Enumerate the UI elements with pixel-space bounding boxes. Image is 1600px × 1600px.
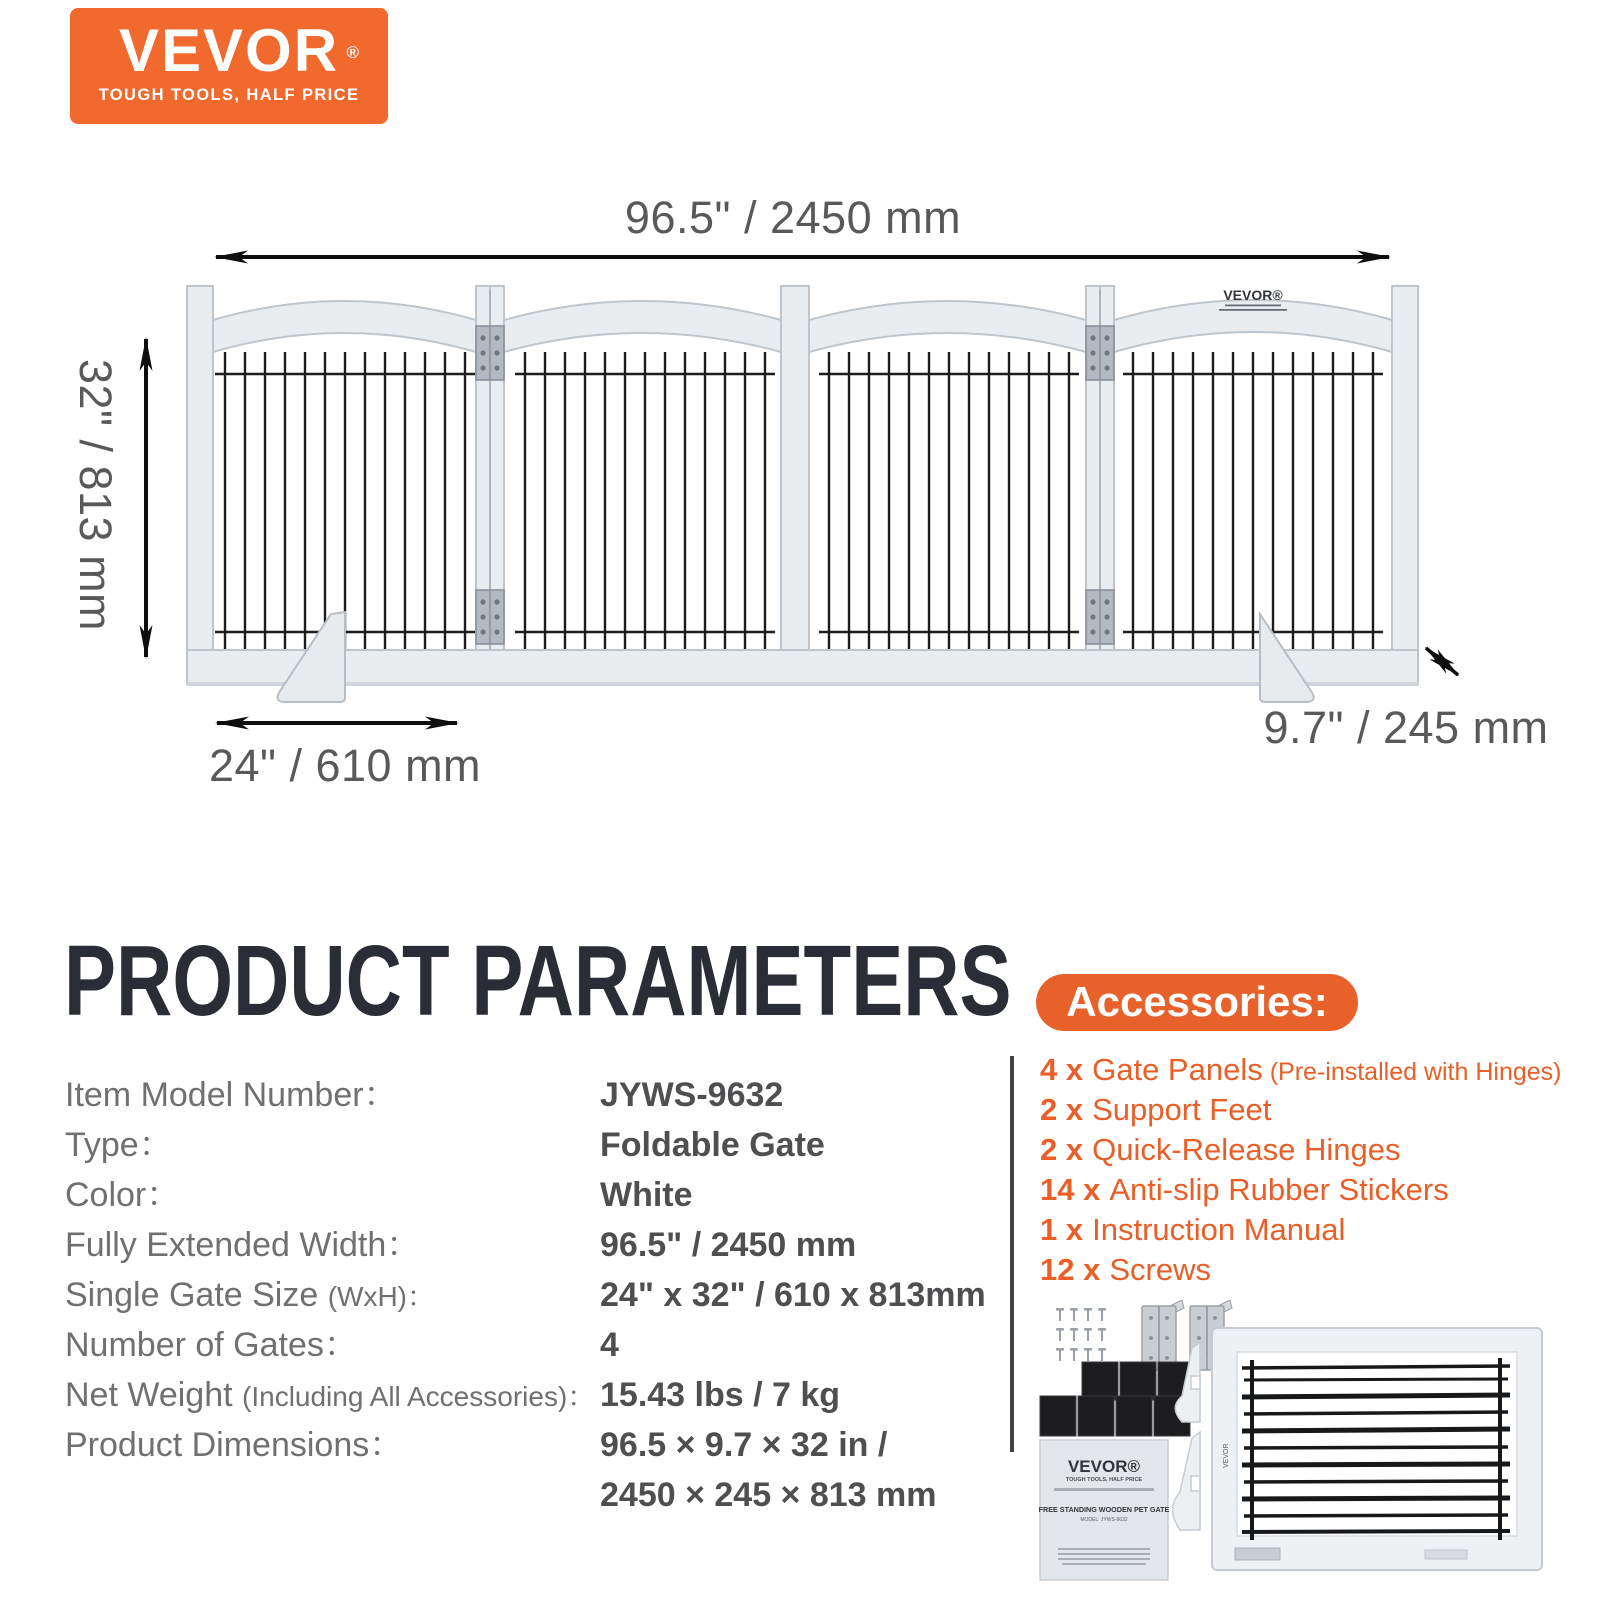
list-item: 1 x Instruction Manual (1040, 1212, 1346, 1247)
spec-row-model: Item Model Number： JYWS-9632 (65, 1076, 784, 1114)
spec-row-single-gate-size: Single Gate Size (WxH)： 24" x 32" / 610 x 813mm (65, 1276, 986, 1314)
height-dimension-label: 32" / 813 mm (70, 358, 121, 632)
registered-trademark-icon: ® (346, 43, 360, 62)
list-item: 2 x Support Feet (1040, 1092, 1272, 1127)
spec-row-type: Type： Foldable Gate (65, 1126, 825, 1164)
section-title: PRODUCT PARAMETERS (64, 925, 1012, 1037)
svg-text:FREE STANDING WOODEN PET GATE: FREE STANDING WOODEN PET GATE (1038, 1505, 1170, 1514)
panel-width-dimension-label: 24" / 610 mm (208, 740, 482, 791)
screws-icon (1056, 1308, 1106, 1361)
svg-text:MODEL: JYWS-9632: MODEL: JYWS-9632 (1080, 1517, 1128, 1523)
spec-row-extended-width: Fully Extended Width： 96.5" / 2450 mm (65, 1226, 857, 1264)
svg-text:VEVOR: VEVOR (1223, 1443, 1230, 1468)
instruction-manual (1039, 1440, 1170, 1580)
svg-text:VEVOR®: VEVOR® (1223, 287, 1283, 303)
svg-text:VEVOR®: VEVOR® (1067, 1457, 1141, 1476)
total-width-dimension-label: 96.5" / 2450 mm (624, 192, 962, 243)
accessories-title-badge: Accessories: (1036, 974, 1358, 1031)
gate-diagram (185, 262, 1420, 707)
brand-name: VEVOR ® (119, 14, 339, 88)
spec-row-net-weight: Net Weight (Including All Accessories)： 15.43 lbs / 7 kg (65, 1376, 841, 1414)
vevor-logo (70, 8, 388, 124)
accessories-list (1040, 1050, 1600, 1290)
brand-tagline: TOUGH TOOLS, HALF PRICE (98, 86, 360, 104)
spec-row-product-dimensions: Product Dimensions： 96.5 × 9.7 × 32 in / 2450 × 245 × 813 mm (65, 1426, 937, 1514)
depth-dimension-label: 9.7" / 245 mm (1263, 702, 1549, 753)
list-item: 14 x Anti-slip Rubber Stickers (1040, 1172, 1449, 1207)
spec-row-number-of-gates: Number of Gates： 4 (65, 1326, 619, 1364)
list-item: 2 x Quick-Release Hinges (1040, 1132, 1401, 1167)
list-item: 12 x Screws (1040, 1252, 1211, 1287)
svg-text:TOUGH TOOLS, HALF PRICE: TOUGH TOOLS, HALF PRICE (1065, 1477, 1143, 1483)
list-item: 4 x Gate Panels (Pre-installed with Hinges) (1040, 1052, 1562, 1087)
height-arrow (133, 303, 159, 693)
folded-gate (1212, 1328, 1542, 1570)
panel-width-arrow (183, 710, 491, 736)
spec-table (65, 1070, 995, 1514)
spec-row-color: Color： White (65, 1176, 693, 1214)
package-contents-photo (1030, 1300, 1595, 1595)
vertical-divider (1010, 1056, 1014, 1452)
rubber-stickers-icon (1040, 1362, 1194, 1436)
